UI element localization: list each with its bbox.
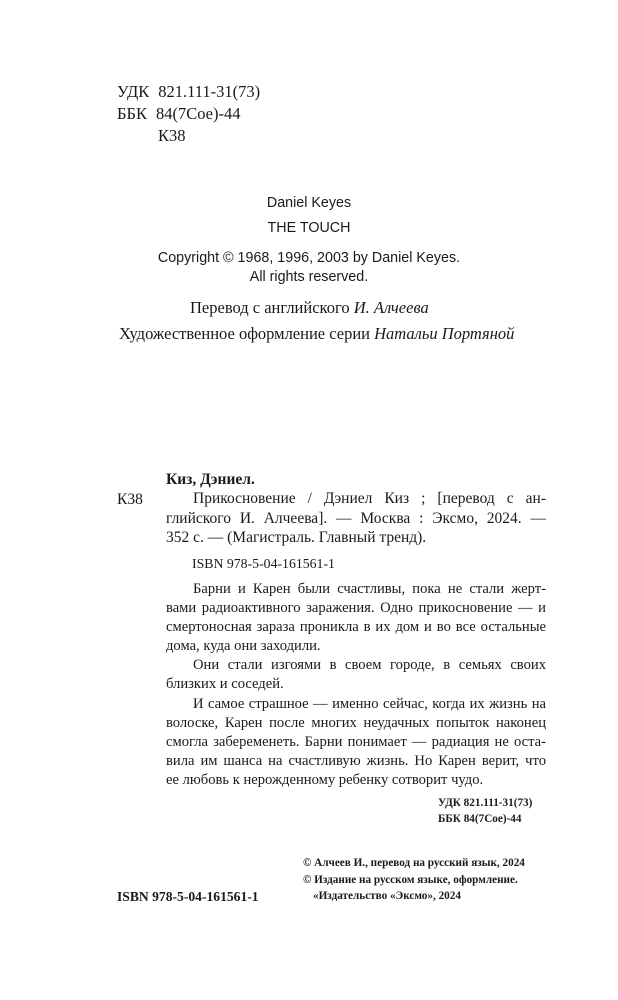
catalog-udk: УДК 821.111-31(73) <box>438 797 533 809</box>
original-copyright: Copyright © 1968, 1996, 2003 by Daniel Keyes. <box>157 250 461 266</box>
catalog-author-mark: К38 <box>117 491 143 508</box>
original-rights: All rights reserved. <box>249 269 369 285</box>
bbk-label: ББК <box>117 104 147 123</box>
catalog-heading: Киз, Дэниел. <box>166 471 255 488</box>
biblio-line-3: 352 с. — (Магистраль. Главный тренд). <box>166 529 427 546</box>
udk-label: УДК <box>117 82 150 101</box>
translation-credit <box>190 298 429 318</box>
copyright-translation: © Алчеев И., перевод на русский язык, 2024 <box>303 857 525 869</box>
footer-isbn: ISBN 978-5-04-161561-1 <box>117 889 259 904</box>
annotation-line-11: ее любовь к нерожденному ребенку сотворит чудо. <box>166 772 484 788</box>
bbk-line <box>117 104 240 124</box>
original-title: THE TOUCH <box>267 220 351 236</box>
design-prefix: Художественное оформление серии <box>119 324 370 343</box>
annotation-line-10: вила им шанса на счастливую жизнь. Но Карен верит, что <box>166 753 546 769</box>
biblio-line-2: глийского И. Алчеева]. — Москва : Эксмо, 2024. — <box>166 510 546 527</box>
original-author: Daniel Keyes <box>266 195 352 211</box>
annotation-line-8: волоске, Карен после многих неудачных попыток наконец <box>166 715 546 731</box>
annotation-line-9: смогла забеременеть. Барни понимает — радиация не оста- <box>166 734 546 750</box>
annotation-line-7: И самое страшное — именно сейчас, когда их жизнь на <box>193 696 546 712</box>
translator-name: И. Алчеева <box>353 298 429 317</box>
udk-line <box>117 82 260 102</box>
copyright-edition: © Издание на русском языке, оформление. <box>303 874 518 886</box>
copyright-publisher: «Издательство «Эксмо», 2024 <box>313 890 461 902</box>
catalog-isbn: ISBN 978-5-04-161561-1 <box>192 556 335 571</box>
annotation-line-1: Барни и Карен были счастливы, пока не стали жерт- <box>193 581 546 597</box>
translation-prefix: Перевод с английского <box>190 298 350 317</box>
author-mark-top: К38 <box>158 126 186 145</box>
bbk-value: 84(7Сое)-44 <box>155 104 241 123</box>
biblio-line-1: Прикосновение / Дэниел Киз ; [перевод с ан- <box>193 490 546 507</box>
udk-value: 821.111-31(73) <box>158 82 261 101</box>
annotation-line-2: вами радиоактивного заражения. Одно прикосновение — и <box>166 600 546 616</box>
annotation-line-5: Они стали изгоями в своем городе, в семьях своих <box>193 657 546 673</box>
annotation-line-4: дома, куда они заходили. <box>166 638 321 654</box>
annotation-line-3: смертоносная зараза проникла в их дом и во все остальные <box>166 619 546 635</box>
catalog-bbk: ББК 84(7Сое)-44 <box>438 813 522 825</box>
design-credit <box>119 324 514 344</box>
designer-name: Натальи Портяной <box>374 324 515 343</box>
annotation-line-6: близких и соседей. <box>166 676 284 692</box>
